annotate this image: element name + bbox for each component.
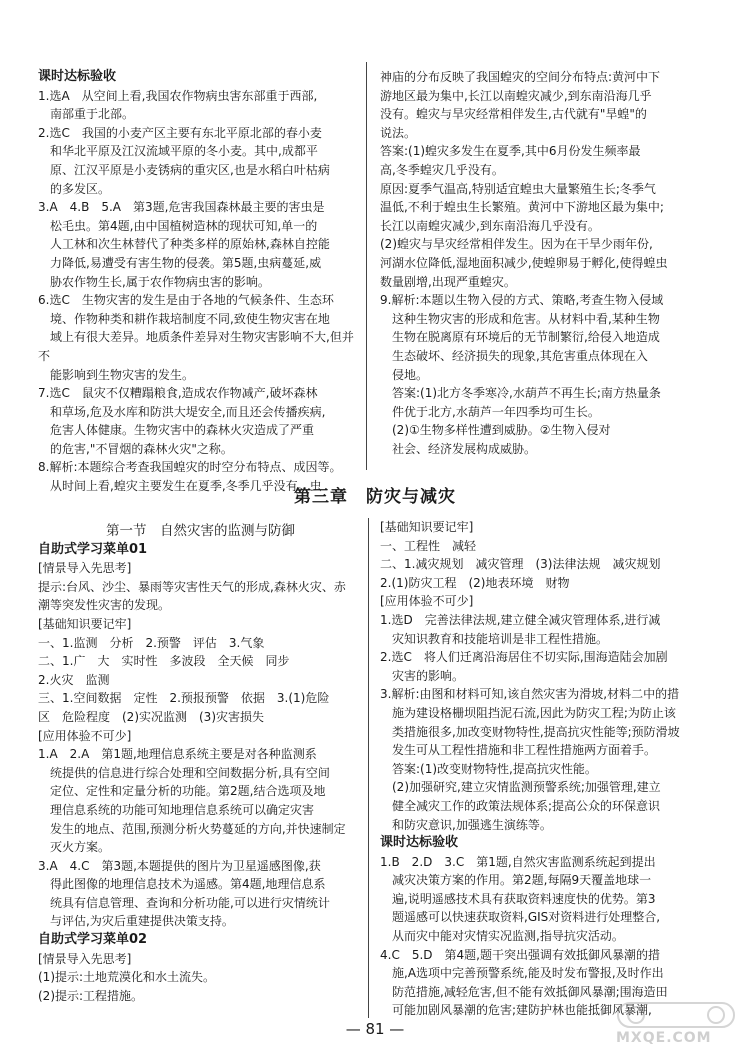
text-line: 发生的地点、范围,预测分析火势蔓延的方向,并快速制定: [38, 821, 346, 836]
watermark-logo: [616, 1000, 736, 1048]
text-line: 与评估,为灾后重建提供决策支持。: [38, 914, 234, 929]
text-line: 减灾决策方案的作用。第2题,每隔9天覆盖地球一: [380, 873, 652, 888]
text-line: 3.解析:由图和材料可知,该自然灾害为滑坡,材料二中的措: [380, 687, 680, 702]
text-line: 的多发区。: [38, 181, 111, 196]
text-line: 高,冬季蝗灾几乎没有。: [380, 162, 504, 177]
text-line: 件优于北方,水葫芦一年四季均可生长。: [380, 404, 600, 419]
column-divider-top: [366, 62, 367, 470]
watermark-url: MXQE.COM: [616, 1030, 712, 1046]
text-line: (2)蝗灾与旱灾经常相伴发生。因为在干旱少雨年份,: [380, 237, 653, 252]
text-line: 2.(1)防灾工程 (2)地表环境 财物: [380, 575, 570, 590]
text-line: 7.选C 鼠灾不仅糟蹋粮食,造成农作物减产,破坏森林: [38, 386, 318, 401]
text-line: 自助式学习菜单01: [38, 541, 148, 557]
text-line: (2)加强研究,建立灾情监测预警系统;加强管理,建立: [380, 780, 661, 795]
text-line: 河湖水位降低,湿地面积减少,使蝗卵易于孵化,使得蝗虫: [380, 255, 668, 270]
text-line: 1.B 2.D 3.C 第1题,自然灾害监测系统起到提出: [380, 854, 656, 869]
text-line: 二、1.广 大 实时性 多波段 全天候 同步: [38, 654, 290, 669]
bottom-left-column: [38, 522, 363, 1005]
text-line: 境、作物种类和耕作栽培制度不同,致使生物灾害在地: [38, 311, 330, 326]
text-line: [应用体验不可少]: [380, 594, 474, 609]
text-line: 潮等突发性灾害的发现。: [38, 598, 171, 613]
text-line: 健全减灾工作的政策法规体系;提高公众的环保意识: [380, 798, 661, 813]
text-line: 一、1.监测 分析 2.预警 评估 3.气象: [38, 635, 265, 650]
text-line: 灭火方案。: [38, 840, 111, 855]
text-line: 得此图像的地理信息技术为遥感。第4题,地理信息系: [38, 877, 326, 892]
text-line: 能影响到生物灾害的发生。: [38, 367, 195, 382]
bottom-right-column: [380, 518, 705, 1020]
text-line: 从时间上看,蝗灾主要发生在夏季,冬季几乎没有。虫: [38, 479, 322, 494]
top-left-text: [38, 87, 358, 496]
text-line: 危害人体健康。生物灾害中的森林火灾造成了严重: [38, 423, 315, 438]
text-line: 社会、经济发展构成威胁。: [380, 441, 537, 456]
section-title: 第一节 自然灾害的监测与防御: [106, 523, 295, 539]
text-line: 答案:(1)北方冬季寒冷,水葫芦不再生长;南方热量条: [380, 386, 661, 401]
text-line: 胁农作物生长,属于农作物病虫害的影响。: [38, 274, 270, 289]
text-line: 8.解析:本题综合考查我国蝗灾的时空分布特点、成因等。: [38, 460, 342, 475]
text-line: 生态破坏、经济损失的现象,其危害重点体现在入: [380, 348, 648, 363]
top-left-column: [38, 68, 358, 496]
bottom-right-text: [380, 518, 705, 1020]
watermark-badge-icon: [616, 1000, 736, 1030]
column-divider-bottom: [368, 518, 369, 1018]
text-line: 人工林和次生林替代了种类多样的原始林,森林自控能: [38, 237, 330, 252]
text-line: 神庙的分布反映了我国蝗灾的空间分布特点:黄河中下: [380, 70, 661, 84]
text-line: 定位、定性和定量分析的功能。第2题,结合选项及地: [38, 784, 326, 799]
text-line: (2)①生物多样性遭到威胁。②生物入侵对: [380, 423, 611, 438]
text-line: 统具有信息管理、查询和分析功能,可以进行灾情统计: [38, 895, 330, 910]
text-line: 施为建设格栅坝阻挡泥石流,因此为防灾工程;为防止该: [380, 705, 676, 720]
text-line: 发生可从工程性措施和非工程性措施两方面着手。: [380, 743, 657, 758]
text-line: 灾知识教育和技能培训是非工程性措施。: [380, 631, 609, 646]
text-line: 2.选C 将人们迁离沿海居住不切实际,围海造陆会加剧: [380, 650, 668, 665]
text-line: (2)提示:工程措施。: [38, 988, 144, 1003]
text-line: [基础知识要记牢]: [38, 616, 132, 631]
text-line: 区 危险程度 (2)实况监测 (3)灾害损失: [38, 709, 264, 724]
text-line: [基础知识要记牢]: [380, 520, 474, 534]
text-line: 6.选C 生物灾害的发生是由于各地的气候条件、生态环: [38, 293, 334, 308]
text-line: 原、江汉平原是小麦锈病的重灾区,也是水稻白叶枯病: [38, 162, 330, 177]
bottom-left-text: [38, 541, 363, 1006]
text-line: 南部重于北部。: [38, 107, 135, 122]
top-right-column: [380, 68, 705, 458]
text-line: 1.选D 完善法律法规,建立健全减灾管理体系,进行减: [380, 612, 661, 627]
text-line: 课时达标验收: [380, 835, 459, 851]
text-line: 和防灾意识,加强逃生演练等。: [380, 817, 552, 832]
text-line: 的危害,"不冒烟的森林火灾"之称。: [38, 441, 233, 456]
text-line: 3.A 4.C 第3题,本题提供的图片为卫星遥感图像,获: [38, 858, 321, 873]
text-line: 2.火灾 监测: [38, 672, 110, 687]
chapter-title: 第三章 防灾与减灾: [294, 487, 456, 507]
text-line: 从而灾中能对灾情实况监测,指导抗灾活动。: [380, 929, 624, 944]
text-line: 可能加剧风暴潮的危害;建防护林也能抵御风暴潮,: [380, 1003, 652, 1018]
text-line: 自助式学习菜单02: [38, 932, 148, 948]
text-line: 域上有很大差异。地质条件差异对生物灾害影响不大,但并不: [38, 330, 354, 363]
text-line: 力降低,易遭受有害生物的侵袭。第5题,虫病蔓延,威: [38, 255, 322, 270]
text-line: 9.解析:本题以生物入侵的方式、策略,考查生物入侵域: [380, 293, 664, 308]
text-line: 松毛虫。第4题,由中国植树造林的现状可知,单一的: [38, 218, 318, 233]
text-line: 灾害的影响。: [380, 668, 465, 683]
text-line: 生物在脱离原有环境后的无节制繁衍,给侵入地造成: [380, 330, 660, 345]
text-line: [情景导入先思考]: [38, 561, 132, 576]
text-line: 3.A 4.B 5.A 第3题,危害我国森林最主要的害虫是: [38, 200, 325, 215]
text-line: 这种生物灾害的形成和危害。从材料中看,某种生物: [380, 311, 660, 326]
text-line: 二、1.减灾规划 减灾管理 (3)法律法规 减灾规划: [380, 557, 661, 572]
text-line: 提示:台风、沙尘、暴雨等灾害性天气的形成,森林火灾、赤: [38, 579, 346, 594]
text-line: 施,A选项中完善预警系统,能及时发布警报,及时作出: [380, 966, 664, 981]
text-line: 类措施很多,加改变财物特性,提高抗灾性能等;预防滑坡: [380, 724, 680, 739]
text-line: 防范措施,减轻危害,但不能有效抵御风暴潮;围海造田: [380, 984, 668, 999]
text-line: 一、工程性 减轻: [380, 538, 477, 553]
text-line: 侵地。: [380, 367, 429, 382]
text-line: 题遥感可以快速获取资料,GIS对资料进行处理整合,: [380, 910, 661, 925]
text-line: 答案:(1)改变财物特性,提高抗灾性能。: [380, 761, 597, 776]
text-line: 和华北平原及江汉流域平原的冬小麦。其中,成都平: [38, 144, 318, 159]
text-line: 1.A 2.A 第1题,地理信息系统主要是对各种监测系: [38, 747, 317, 762]
page-number: — 81 —: [345, 1020, 405, 1038]
text-line: 没有。蝗灾与旱灾经常相伴发生,古代就有"旱蝗"的: [380, 107, 647, 122]
text-line: 1.选A 从空间上看,我国农作物病虫害东部重于西部,: [38, 88, 318, 103]
text-line: 长江以南蝗灾减少,到东南沿海几乎没有。: [380, 218, 600, 233]
text-line: 统提供的信息进行综合处理和空间数据分析,具有空间: [38, 765, 330, 780]
text-line: 答案:(1)蝗灾多发生在夏季,其中6月份发生频率最: [380, 144, 641, 159]
text-line: 三、1.空间数据 定性 2.预报预警 依据 3.(1)危险: [38, 691, 330, 706]
text-line: 原因:夏季气温高,特别适宜蝗虫大量繁殖生长;冬季气: [380, 181, 656, 196]
text-line: [情景导入先思考]: [38, 951, 132, 966]
text-line: 游地区最为集中,长江以南蝗灾减少,到东南沿海几乎: [380, 88, 652, 103]
text-line: 4.C 5.D 第4题,题干突出强调有效抵御风暴潮的措: [380, 947, 660, 962]
text-line: (1)提示:土地荒漠化和水土流失。: [38, 970, 216, 985]
text-line: 遍,说明遥感技术具有获取资料速度快的优势。第3: [380, 891, 656, 906]
text-line: 理信息系统的功能可知地理信息系统可以确定灾害: [38, 802, 315, 817]
text-line: [应用体验不可少]: [38, 728, 132, 743]
text-line: 和草场,危及水库和防洪大堤安全,而且还会传播疾病,: [38, 404, 326, 419]
text-line: 2.选C 我国的小麦产区主要有东北平原北部的春小麦: [38, 125, 322, 140]
text-line: 说法。: [380, 125, 417, 140]
text-line: 温低,不利于蝗虫生长繁殖。黄河中下游地区最为集中;: [380, 200, 664, 215]
top-right-text: [380, 68, 705, 458]
text-line: 数量剧增,出现严重蝗灾。: [380, 274, 516, 289]
heading-lesson-check: 课时达标验收: [38, 69, 117, 84]
